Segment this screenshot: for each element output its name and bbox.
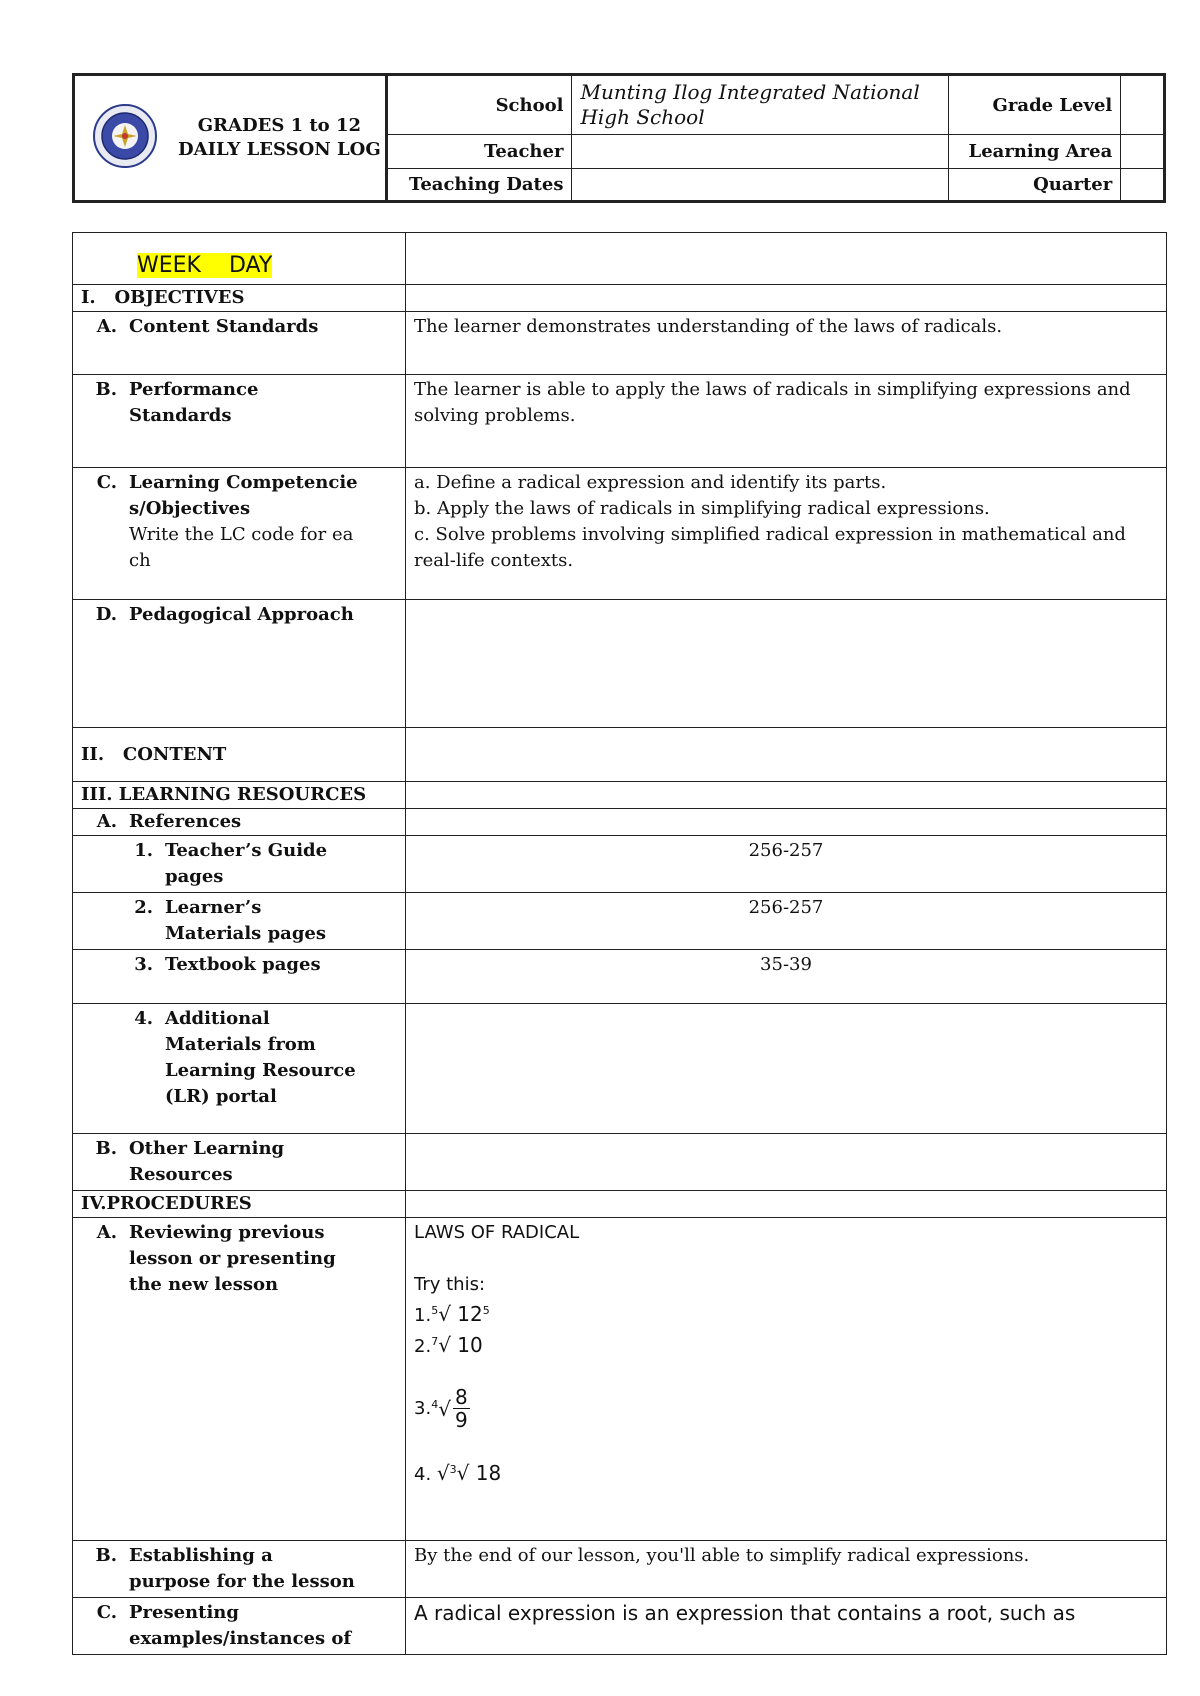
learning-competencies-sublabel: Write the LC code for each xyxy=(129,524,354,571)
learning-competencies-marker: C. xyxy=(96,472,117,493)
learning-resources-row xyxy=(73,782,1167,809)
pedagogical-approach-label: Pedagogical Approach xyxy=(129,604,354,625)
reviewing-row xyxy=(73,1218,1167,1541)
teacher-value xyxy=(572,135,948,168)
header-table xyxy=(72,73,1166,203)
teacher-label: Teacher xyxy=(386,135,572,168)
content-standards-value: The learner demonstrates understanding of the laws of radicals. xyxy=(406,312,1167,375)
presenting-examples-label: Presenting examples/instances of xyxy=(129,1602,352,1649)
teachers-guide-marker: 1. xyxy=(134,840,153,861)
learning-resources-heading: III. LEARNING RESOURCES xyxy=(73,782,406,809)
title-grades: GRADES 1 to 12 xyxy=(197,115,362,136)
learning-competencies-row xyxy=(73,468,1167,600)
problem-3-index: 4 xyxy=(431,1398,439,1411)
problem-2-radicand: 10 xyxy=(457,1333,483,1357)
performance-standards-value: The learner is able to apply the laws of radicals in simplifying expressions and solving problems. xyxy=(406,375,1167,468)
references-marker: A. xyxy=(96,811,117,832)
competency-item-a: a. Define a radical expression and identify its parts. xyxy=(414,472,887,493)
problem-4-number: 4. xyxy=(414,1464,432,1485)
grade-level-label: Grade Level xyxy=(948,75,1121,135)
problem-1-exponent: 5 xyxy=(482,1304,490,1317)
quarter-label: Quarter xyxy=(948,168,1121,201)
competency-item-b: b. Apply the laws of radicals in simplifying radical expressions. xyxy=(414,498,990,519)
content-heading: II. CONTENT xyxy=(73,728,406,782)
content-standards-marker: A. xyxy=(96,316,117,337)
content-standards-row xyxy=(73,312,1167,375)
presenting-examples-row xyxy=(73,1598,1167,1655)
week-day-label: WEEK DAY xyxy=(137,253,273,278)
pedagogical-approach-value xyxy=(406,600,1167,728)
teachers-guide-pages: 256-257 xyxy=(406,836,1167,893)
problem-3-number: 3. xyxy=(414,1397,432,1419)
procedures-row xyxy=(73,1191,1167,1218)
laws-of-radical-heading: LAWS OF RADICAL xyxy=(414,1222,580,1243)
learners-materials-label: Learner’s Materials pages xyxy=(165,897,326,944)
school-value: Munting Ilog Integrated National High School xyxy=(572,75,948,135)
content-standards-label: Content Standards xyxy=(129,316,319,337)
objectives-row xyxy=(73,285,1167,312)
textbook-pages-label: Textbook pages xyxy=(165,954,321,975)
week-day-row xyxy=(73,233,1167,285)
problem-3-denominator: 9 xyxy=(454,1408,468,1432)
learners-materials-pages: 256-257 xyxy=(406,893,1167,950)
title-daily-lesson-log: DAILY LESSON LOG xyxy=(178,139,381,160)
reviewing-label: Reviewing previous lesson or presenting the new lesson xyxy=(129,1222,336,1295)
problem-3: 3. 4 √ $\frac{8}{9}$ xyxy=(414,1385,468,1432)
textbook-pages-row xyxy=(73,950,1167,1004)
deped-seal-logo xyxy=(92,103,158,169)
reviewing-marker: A. xyxy=(96,1222,117,1243)
pedagogical-approach-row xyxy=(73,600,1167,728)
other-resources-value xyxy=(406,1134,1167,1191)
problem-2-index: 7 xyxy=(431,1335,439,1348)
performance-standards-label: Performance Standards xyxy=(129,379,259,426)
references-row xyxy=(73,809,1167,836)
performance-standards-marker: B. xyxy=(95,379,117,400)
problem-4-radicand: 18 xyxy=(475,1461,502,1485)
teaching-dates-value xyxy=(572,168,948,201)
learning-area-value xyxy=(1121,135,1165,168)
logo-cell xyxy=(74,75,175,202)
problem-3-numerator: 8 xyxy=(454,1385,468,1409)
content-row xyxy=(73,728,1167,782)
learners-materials-marker: 2. xyxy=(134,897,153,918)
references-label: References xyxy=(129,811,242,832)
title-cell xyxy=(174,75,386,202)
learning-area-label: Learning Area xyxy=(948,135,1121,168)
problem-3-fraction xyxy=(453,1386,470,1431)
establishing-purpose-label: Establishing a purpose for the lesson xyxy=(129,1545,355,1592)
school-label: School xyxy=(386,75,572,135)
problem-2-number: 2. xyxy=(414,1336,432,1357)
other-resources-row xyxy=(73,1134,1167,1191)
learners-materials-row xyxy=(73,893,1167,950)
additional-materials-marker: 4. xyxy=(134,1008,153,1029)
additional-materials-label: Additional Materials from Learning Resource (LR) portal xyxy=(165,1008,356,1107)
textbook-pages-value: 35-39 xyxy=(406,950,1167,1004)
try-this-label: Try this: xyxy=(414,1274,486,1295)
teachers-guide-label: Teacher’s Guide pages xyxy=(165,840,328,887)
establishing-purpose-value: By the end of our lesson, you'll able to simplify radical expressions. xyxy=(406,1541,1167,1598)
teaching-dates-label: Teaching Dates xyxy=(386,168,572,201)
other-resources-marker: B. xyxy=(95,1138,117,1159)
problem-4: 4. √$^3$√ 18 xyxy=(414,1461,502,1485)
problem-1: 1.$^5$√ $12^5$ xyxy=(414,1302,490,1326)
presenting-examples-marker: C. xyxy=(96,1602,117,1623)
problem-2: 2.$^7$√ 10 xyxy=(414,1333,483,1357)
textbook-pages-marker: 3. xyxy=(134,954,153,975)
problem-4-index: 3 xyxy=(449,1463,457,1476)
presenting-examples-value: A radical expression is an expression that contains a root, such as xyxy=(406,1598,1167,1655)
additional-materials-value xyxy=(406,1004,1167,1134)
performance-standards-row xyxy=(73,375,1167,468)
establishing-purpose-row xyxy=(73,1541,1167,1598)
establishing-purpose-marker: B. xyxy=(95,1545,117,1566)
competency-item-c: c. Solve problems involving simplified radical expression in mathematical and real-life contexts. xyxy=(414,524,1126,571)
other-resources-label: Other Learning Resources xyxy=(129,1138,285,1185)
problem-1-index: 5 xyxy=(431,1304,439,1317)
quarter-value xyxy=(1121,168,1165,201)
problem-1-radicand: 12 xyxy=(457,1302,483,1326)
pedagogical-approach-marker: D. xyxy=(95,604,117,625)
problem-4-outer-radical: √ xyxy=(436,1461,450,1485)
teachers-guide-row xyxy=(73,836,1167,893)
problem-1-number: 1. xyxy=(414,1305,432,1326)
content-value xyxy=(406,728,1167,782)
additional-materials-row xyxy=(73,1004,1167,1134)
grade-level-value xyxy=(1121,75,1165,135)
learning-competencies-label: Learning Competencies/Objectives xyxy=(129,472,358,519)
procedures-heading: IV.PROCEDURES xyxy=(73,1191,406,1218)
objectives-heading: I. OBJECTIVES xyxy=(73,285,406,312)
lesson-table xyxy=(72,232,1167,1655)
